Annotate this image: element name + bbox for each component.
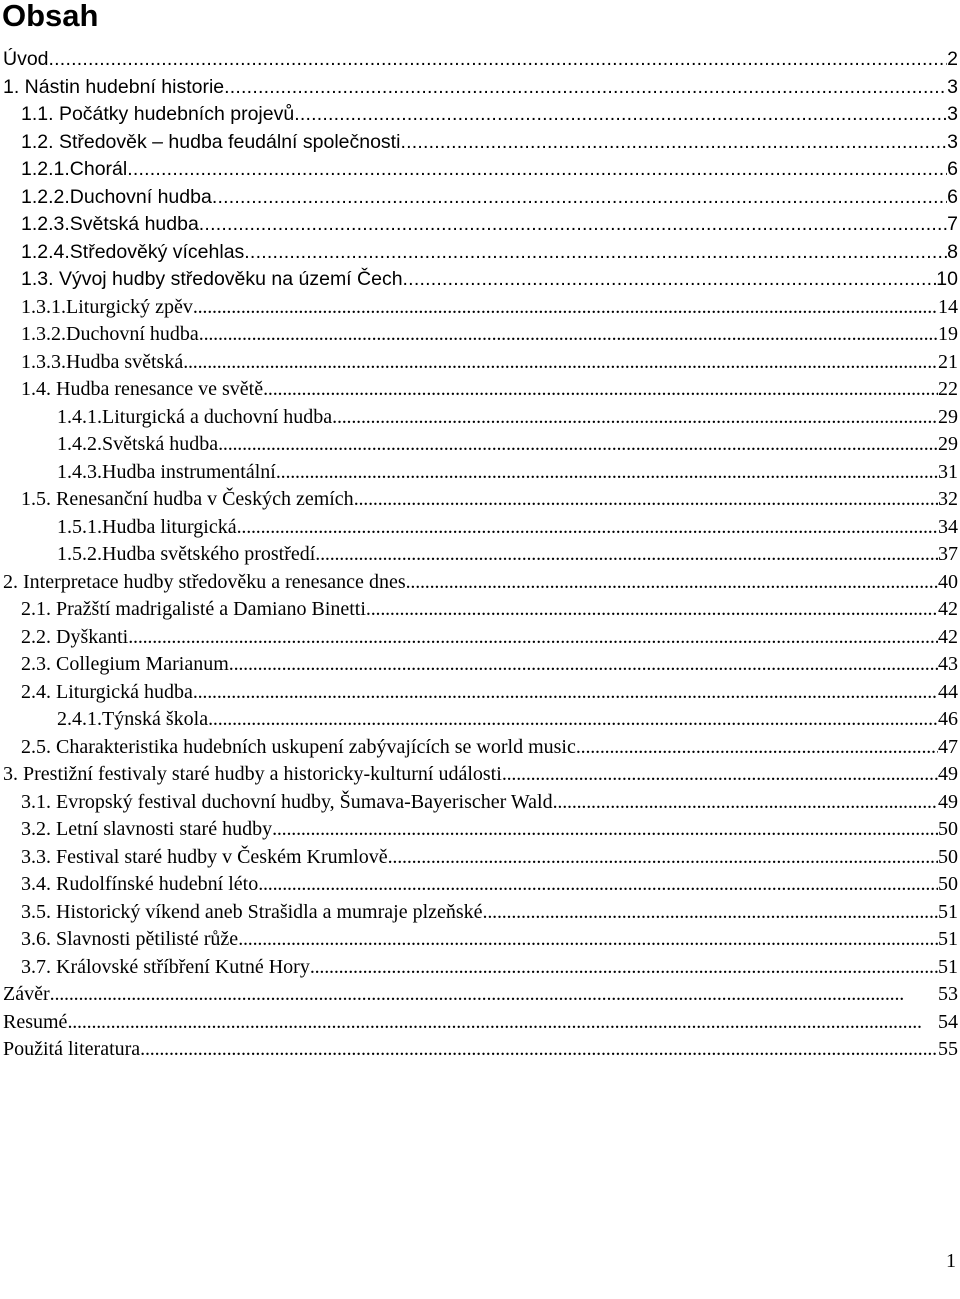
toc-entry-page: 29 bbox=[938, 405, 958, 428]
toc-entry-page: 51 bbox=[938, 955, 958, 978]
toc-entry-page: 2 bbox=[947, 48, 958, 70]
toc-entry-title: 1.3.2.Duchovní hudba bbox=[21, 323, 199, 345]
toc-entry[interactable] bbox=[3, 486, 958, 514]
toc-entry-title: 2.2. Dyškanti bbox=[21, 625, 129, 648]
toc-entry-title: 1.4.2.Světská hudba bbox=[57, 433, 219, 455]
toc-entry-title: 3.3. Festival staré hudby v Českém Krumlově bbox=[21, 845, 388, 868]
toc-entry-page: 43 bbox=[938, 653, 958, 675]
toc-dot-leader bbox=[388, 844, 938, 872]
toc-entry-page: 55 bbox=[938, 1038, 958, 1060]
toc-entry-page: 29 bbox=[938, 433, 958, 455]
toc-entry-title: 1.5.2.Hudba světského prostředí bbox=[57, 543, 316, 565]
toc-entry-page: 50 bbox=[938, 818, 958, 840]
toc-dot-leader bbox=[193, 294, 938, 322]
toc-dot-leader bbox=[366, 596, 938, 624]
toc-entry[interactable] bbox=[3, 734, 958, 762]
toc-entry-title: 3. Prestižní festivaly staré hudby a historicky-kulturní události bbox=[3, 763, 502, 785]
toc-dot-leader bbox=[354, 486, 938, 514]
toc-dot-leader bbox=[238, 926, 938, 954]
toc-entry-title: 1.4. Hudba renesance ve světě bbox=[21, 378, 264, 400]
toc-entry-title: 1.4.3.Hudba instrumentální bbox=[57, 460, 276, 483]
toc-entry-page: 19 bbox=[938, 323, 958, 345]
toc-entry-page: 44 bbox=[938, 680, 958, 703]
table-of-contents bbox=[3, 46, 958, 1064]
toc-entry-page: 3 bbox=[947, 75, 958, 98]
toc-entry-title: 1.3. Vývoj hudby středověku na území Čech bbox=[21, 268, 403, 290]
toc-dot-leader bbox=[272, 816, 938, 844]
toc-entry[interactable] bbox=[3, 761, 958, 789]
toc-dot-leader bbox=[50, 981, 938, 1009]
toc-entry[interactable] bbox=[3, 679, 958, 707]
toc-entry-title: 1.3.1.Liturgický zpěv bbox=[21, 295, 193, 318]
toc-entry[interactable] bbox=[3, 569, 958, 597]
toc-entry-page: 3 bbox=[947, 103, 958, 125]
toc-dot-leader bbox=[212, 184, 947, 212]
toc-entry[interactable] bbox=[3, 321, 958, 349]
toc-dot-leader bbox=[199, 211, 947, 239]
toc-entry-page: 50 bbox=[938, 873, 958, 895]
toc-entry-page: 8 bbox=[947, 240, 958, 263]
toc-dot-leader bbox=[218, 431, 938, 459]
toc-entry-page: 46 bbox=[938, 708, 958, 730]
toc-dot-leader bbox=[294, 101, 947, 129]
toc-dot-leader bbox=[553, 789, 938, 817]
toc-dot-leader bbox=[502, 761, 938, 789]
toc-entry-title: 1.2.2.Duchovní hudba bbox=[21, 185, 212, 208]
toc-entry-title: 1.5. Renesanční hudba v Českých zemích bbox=[21, 488, 354, 510]
toc-entry[interactable] bbox=[3, 376, 958, 404]
toc-entry[interactable] bbox=[3, 1036, 958, 1064]
toc-entry[interactable] bbox=[3, 1009, 958, 1037]
toc-dot-leader bbox=[229, 651, 938, 679]
toc-entry[interactable] bbox=[3, 349, 958, 377]
toc-entry[interactable] bbox=[3, 871, 958, 899]
toc-entry-title: Resumé bbox=[3, 1010, 68, 1033]
toc-entry[interactable] bbox=[3, 46, 958, 74]
toc-entry-title: 1.3.3.Hudba světská bbox=[21, 350, 184, 373]
toc-entry-title: 2.4. Liturgická hudba bbox=[21, 680, 193, 703]
toc-entry-page: 31 bbox=[938, 460, 958, 483]
toc-entry-title: Použitá literatura bbox=[3, 1038, 141, 1060]
toc-dot-leader bbox=[332, 404, 938, 432]
toc-dot-leader bbox=[310, 954, 938, 982]
toc-entry-page: 49 bbox=[938, 763, 958, 785]
toc-entry[interactable] bbox=[3, 514, 958, 542]
toc-dot-leader bbox=[576, 734, 938, 762]
toc-dot-leader bbox=[315, 541, 938, 569]
toc-entry-title: 1.1. Počátky hudebních projevů bbox=[21, 103, 295, 125]
toc-dot-leader bbox=[183, 349, 938, 377]
toc-entry-title: 3.1. Evropský festival duchovní hudby, Šumava-Bayerischer Wald bbox=[21, 790, 553, 813]
toc-dot-leader bbox=[483, 899, 938, 927]
toc-dot-leader bbox=[199, 321, 938, 349]
toc-dot-leader bbox=[406, 569, 938, 597]
toc-entry-title: Úvod bbox=[3, 48, 49, 70]
toc-dot-leader bbox=[67, 1009, 938, 1037]
toc-entry[interactable] bbox=[3, 211, 958, 239]
toc-dot-leader bbox=[140, 1036, 938, 1064]
toc-entry-title: 1.2. Středověk – hudba feudální společnosti bbox=[21, 130, 401, 153]
toc-entry[interactable] bbox=[3, 404, 958, 432]
toc-entry-page: 3 bbox=[947, 130, 958, 153]
toc-entry-page: 14 bbox=[938, 295, 958, 318]
toc-entry-title: 2. Interpretace hudby středověku a renesance dnes bbox=[3, 570, 406, 593]
toc-dot-leader bbox=[276, 459, 938, 487]
toc-dot-leader bbox=[400, 129, 947, 157]
toc-entry[interactable] bbox=[3, 706, 958, 734]
toc-dot-leader bbox=[237, 514, 938, 542]
toc-entry[interactable] bbox=[3, 239, 958, 267]
toc-entry-title: 2.5. Charakteristika hudebních uskupení zabývajících se world music bbox=[21, 735, 576, 758]
toc-dot-leader bbox=[258, 871, 938, 899]
toc-entry-title: 1.2.4.Středověký vícehlas bbox=[21, 240, 245, 263]
toc-entry-page: 34 bbox=[938, 515, 958, 538]
toc-dot-leader bbox=[208, 706, 938, 734]
toc-entry[interactable] bbox=[3, 541, 958, 569]
toc-entry[interactable] bbox=[3, 74, 958, 102]
toc-entry-page: 47 bbox=[938, 735, 958, 758]
toc-dot-leader bbox=[193, 679, 938, 707]
toc-entry[interactable] bbox=[3, 266, 958, 294]
toc-entry[interactable] bbox=[3, 624, 958, 652]
toc-entry[interactable] bbox=[3, 596, 958, 624]
toc-entry-page: 21 bbox=[938, 350, 958, 373]
toc-entry[interactable] bbox=[3, 899, 958, 927]
toc-entry-title: 2.1. Pražští madrigalisté a Damiano Binetti bbox=[21, 598, 366, 620]
toc-entry[interactable] bbox=[3, 129, 958, 157]
toc-entry[interactable] bbox=[3, 954, 958, 982]
toc-entry[interactable] bbox=[3, 156, 958, 184]
toc-entry-page: 50 bbox=[938, 845, 958, 868]
toc-entry-title: 3.4. Rudolfínské hudební léto bbox=[21, 873, 259, 895]
toc-entry-page: 53 bbox=[938, 983, 958, 1005]
toc-entry-title: 2.3. Collegium Marianum bbox=[21, 653, 229, 675]
toc-dot-leader bbox=[224, 74, 947, 102]
toc-entry-page: 32 bbox=[938, 488, 958, 510]
toc-dot-leader bbox=[244, 239, 947, 267]
toc-entry-page: 10 bbox=[936, 268, 958, 290]
toc-entry[interactable] bbox=[3, 926, 958, 954]
toc-entry[interactable] bbox=[3, 981, 958, 1009]
toc-entry[interactable] bbox=[3, 294, 958, 322]
toc-dot-leader bbox=[127, 156, 947, 184]
toc-entry[interactable] bbox=[3, 651, 958, 679]
toc-entry-page: 54 bbox=[938, 1010, 958, 1033]
toc-entry-page: 42 bbox=[938, 625, 958, 648]
toc-entry-title: 3.7. Královské stříbření Kutné Hory bbox=[21, 955, 310, 978]
toc-entry-title: 1.5.1.Hudba liturgická bbox=[57, 515, 237, 538]
toc-dot-leader bbox=[128, 624, 938, 652]
toc-entry-title: 2.4.1.Týnská škola bbox=[57, 708, 209, 730]
toc-entry-title: 1. Nástin hudební historie bbox=[3, 75, 225, 98]
toc-entry-page: 51 bbox=[938, 928, 958, 950]
toc-entry[interactable] bbox=[3, 844, 958, 872]
toc-entry-title: 1.2.3.Světská hudba bbox=[21, 213, 199, 235]
toc-entry-title: 1.4.1.Liturgická a duchovní hudba bbox=[57, 405, 333, 428]
toc-entry-page: 6 bbox=[947, 185, 958, 208]
toc-entry[interactable] bbox=[3, 816, 958, 844]
toc-entry-title: 3.2. Letní slavnosti staré hudby bbox=[21, 818, 273, 840]
page-number: 1 bbox=[946, 1250, 956, 1272]
toc-entry-page: 7 bbox=[947, 213, 958, 235]
toc-entry[interactable] bbox=[3, 789, 958, 817]
toc-entry[interactable] bbox=[3, 431, 958, 459]
toc-entry-page: 22 bbox=[938, 378, 958, 400]
toc-entry-page: 49 bbox=[938, 790, 958, 813]
toc-entry[interactable] bbox=[3, 101, 958, 129]
toc-entry-title: Závěr bbox=[3, 983, 50, 1005]
toc-entry-page: 42 bbox=[938, 598, 958, 620]
toc-entry-page: 6 bbox=[947, 158, 958, 180]
toc-dot-leader bbox=[263, 376, 938, 404]
toc-entry-title: 1.2.1.Chorál bbox=[21, 158, 128, 180]
toc-dot-leader bbox=[49, 46, 948, 74]
toc-entry-page: 51 bbox=[938, 900, 958, 923]
toc-entry-page: 40 bbox=[938, 570, 958, 593]
toc-entry-title: 3.6. Slavnosti pětilisté růže bbox=[21, 928, 239, 950]
toc-entry[interactable] bbox=[3, 184, 958, 212]
page-title: Obsah bbox=[2, 0, 99, 33]
toc-dot-leader bbox=[403, 266, 937, 294]
toc-entry-page: 37 bbox=[938, 543, 958, 565]
toc-entry[interactable] bbox=[3, 459, 958, 487]
toc-entry-title: 3.5. Historický víkend aneb Strašidla a mumraje plzeňské bbox=[21, 900, 483, 923]
